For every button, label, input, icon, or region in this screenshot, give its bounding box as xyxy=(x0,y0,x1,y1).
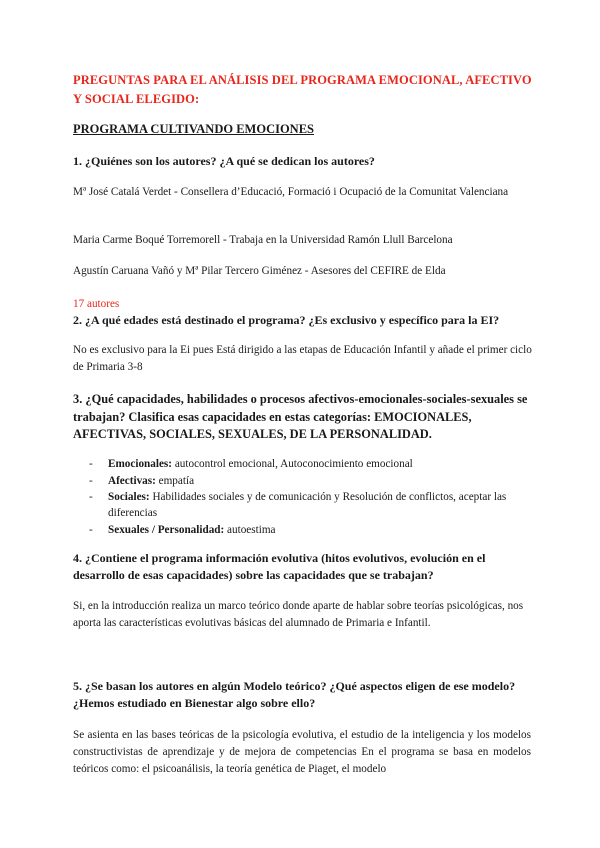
authors-count-note: 17 autores xyxy=(73,298,120,310)
document-title: PREGUNTAS PARA EL ANÁLISIS DEL PROGRAMA EMOCIONAL, AFECTIVO Y SOCIAL ELEGIDO: xyxy=(73,73,532,106)
answer-5: Se asienta en las bases teóricas de la psicología evolutiva, el estudio de la inteligencia y los modelos constructivistas de aprendizaje y de mejora de competencias En el programa se basa en modelos teóricos como: el psicoanálisis, la teoría genética de Piaget, el modelo xyxy=(73,729,531,775)
program-title: PROGRAMA CULTIVANDO EMOCIONES xyxy=(73,122,315,136)
answer-1-authors-2: Maria Carme Boqué Torremorell - Trabaja en la Universidad Ramón Llull Barcelona xyxy=(73,234,453,246)
capability-label: Emocionales: xyxy=(108,458,173,470)
capability-text: autoestima xyxy=(224,523,276,536)
capability-label: Afectivas: xyxy=(108,474,156,487)
answer-1-authors-1: Mª José Catalá Verdet - Consellera d’Educació, Formació i Ocupació de la Comunitat Valenciana xyxy=(73,186,509,198)
capability-text: empatía xyxy=(155,474,195,487)
capability-afectivas: - Afectivas: empatía xyxy=(89,474,195,487)
answer-4: Si, en la introducción realiza un marco teórico donde aparte de hablar sobre teorías psicológicas, nos aporta las características evolutivas básicas del alumnado de Primaria e Infantil. xyxy=(73,600,524,629)
capability-label: Sociales: xyxy=(108,491,150,503)
capability-text: Habilidades sociales y de comunicación y Resolución de conflictos, aceptar las diferencias xyxy=(108,491,507,519)
question-2: 2. ¿A qué edades está destinado el programa? ¿Es exclusivo y específico para la EI? xyxy=(73,313,500,327)
answer-2: No es exclusivo para la Ei pues Está dirigido a las etapas de Educación Infantil y añade el primer ciclo de Primaria 3-8 xyxy=(73,344,532,373)
capability-emocionales: - Emocionales: autocontrol emocional, Autoconocimiento emocional xyxy=(89,458,413,470)
capability-text: autocontrol emocional, Autoconocimiento emocional xyxy=(172,458,413,470)
capabilities-list xyxy=(73,456,533,538)
capability-label: Sexuales / Personalidad: xyxy=(108,523,225,536)
question-3: 3. ¿Qué capacidades, habilidades o procesos afectivos-emocionales-sociales-sexuales se trabajan? Clasifica esas capacidades en estas categorías: EMOCIONALES, AFECTIVAS, SOCIALES, SEXUALES, DE LA PERSONALIDAD. xyxy=(73,392,528,441)
question-4: 4. ¿Contiene el programa información evolutiva (hitos evolutivos, evolución en el desarrollo de esas capacidades) sobre las capacidades que se trabajan? xyxy=(73,551,486,582)
question-5: 5. ¿Se basan los autores en algún Modelo teórico? ¿Qué aspectos eligen de ese modelo? ¿Hemos estudiado en Bienestar algo sobre ello? xyxy=(73,679,516,710)
capability-sexuales-personalidad: - Sexuales / Personalidad: autoestima xyxy=(89,523,276,536)
question-1: 1. ¿Quiénes son los autores? ¿A qué se dedican los autores? xyxy=(73,154,375,168)
answer-1-authors-3: Agustín Caruana Vañó y Mª Pilar Tercero Giménez - Asesores del CEFIRE de Elda xyxy=(73,265,446,277)
capability-sociales: - Sociales: Habilidades sociales y de comunicación y Resolución de conflictos, aceptar las diferencias xyxy=(89,491,507,519)
